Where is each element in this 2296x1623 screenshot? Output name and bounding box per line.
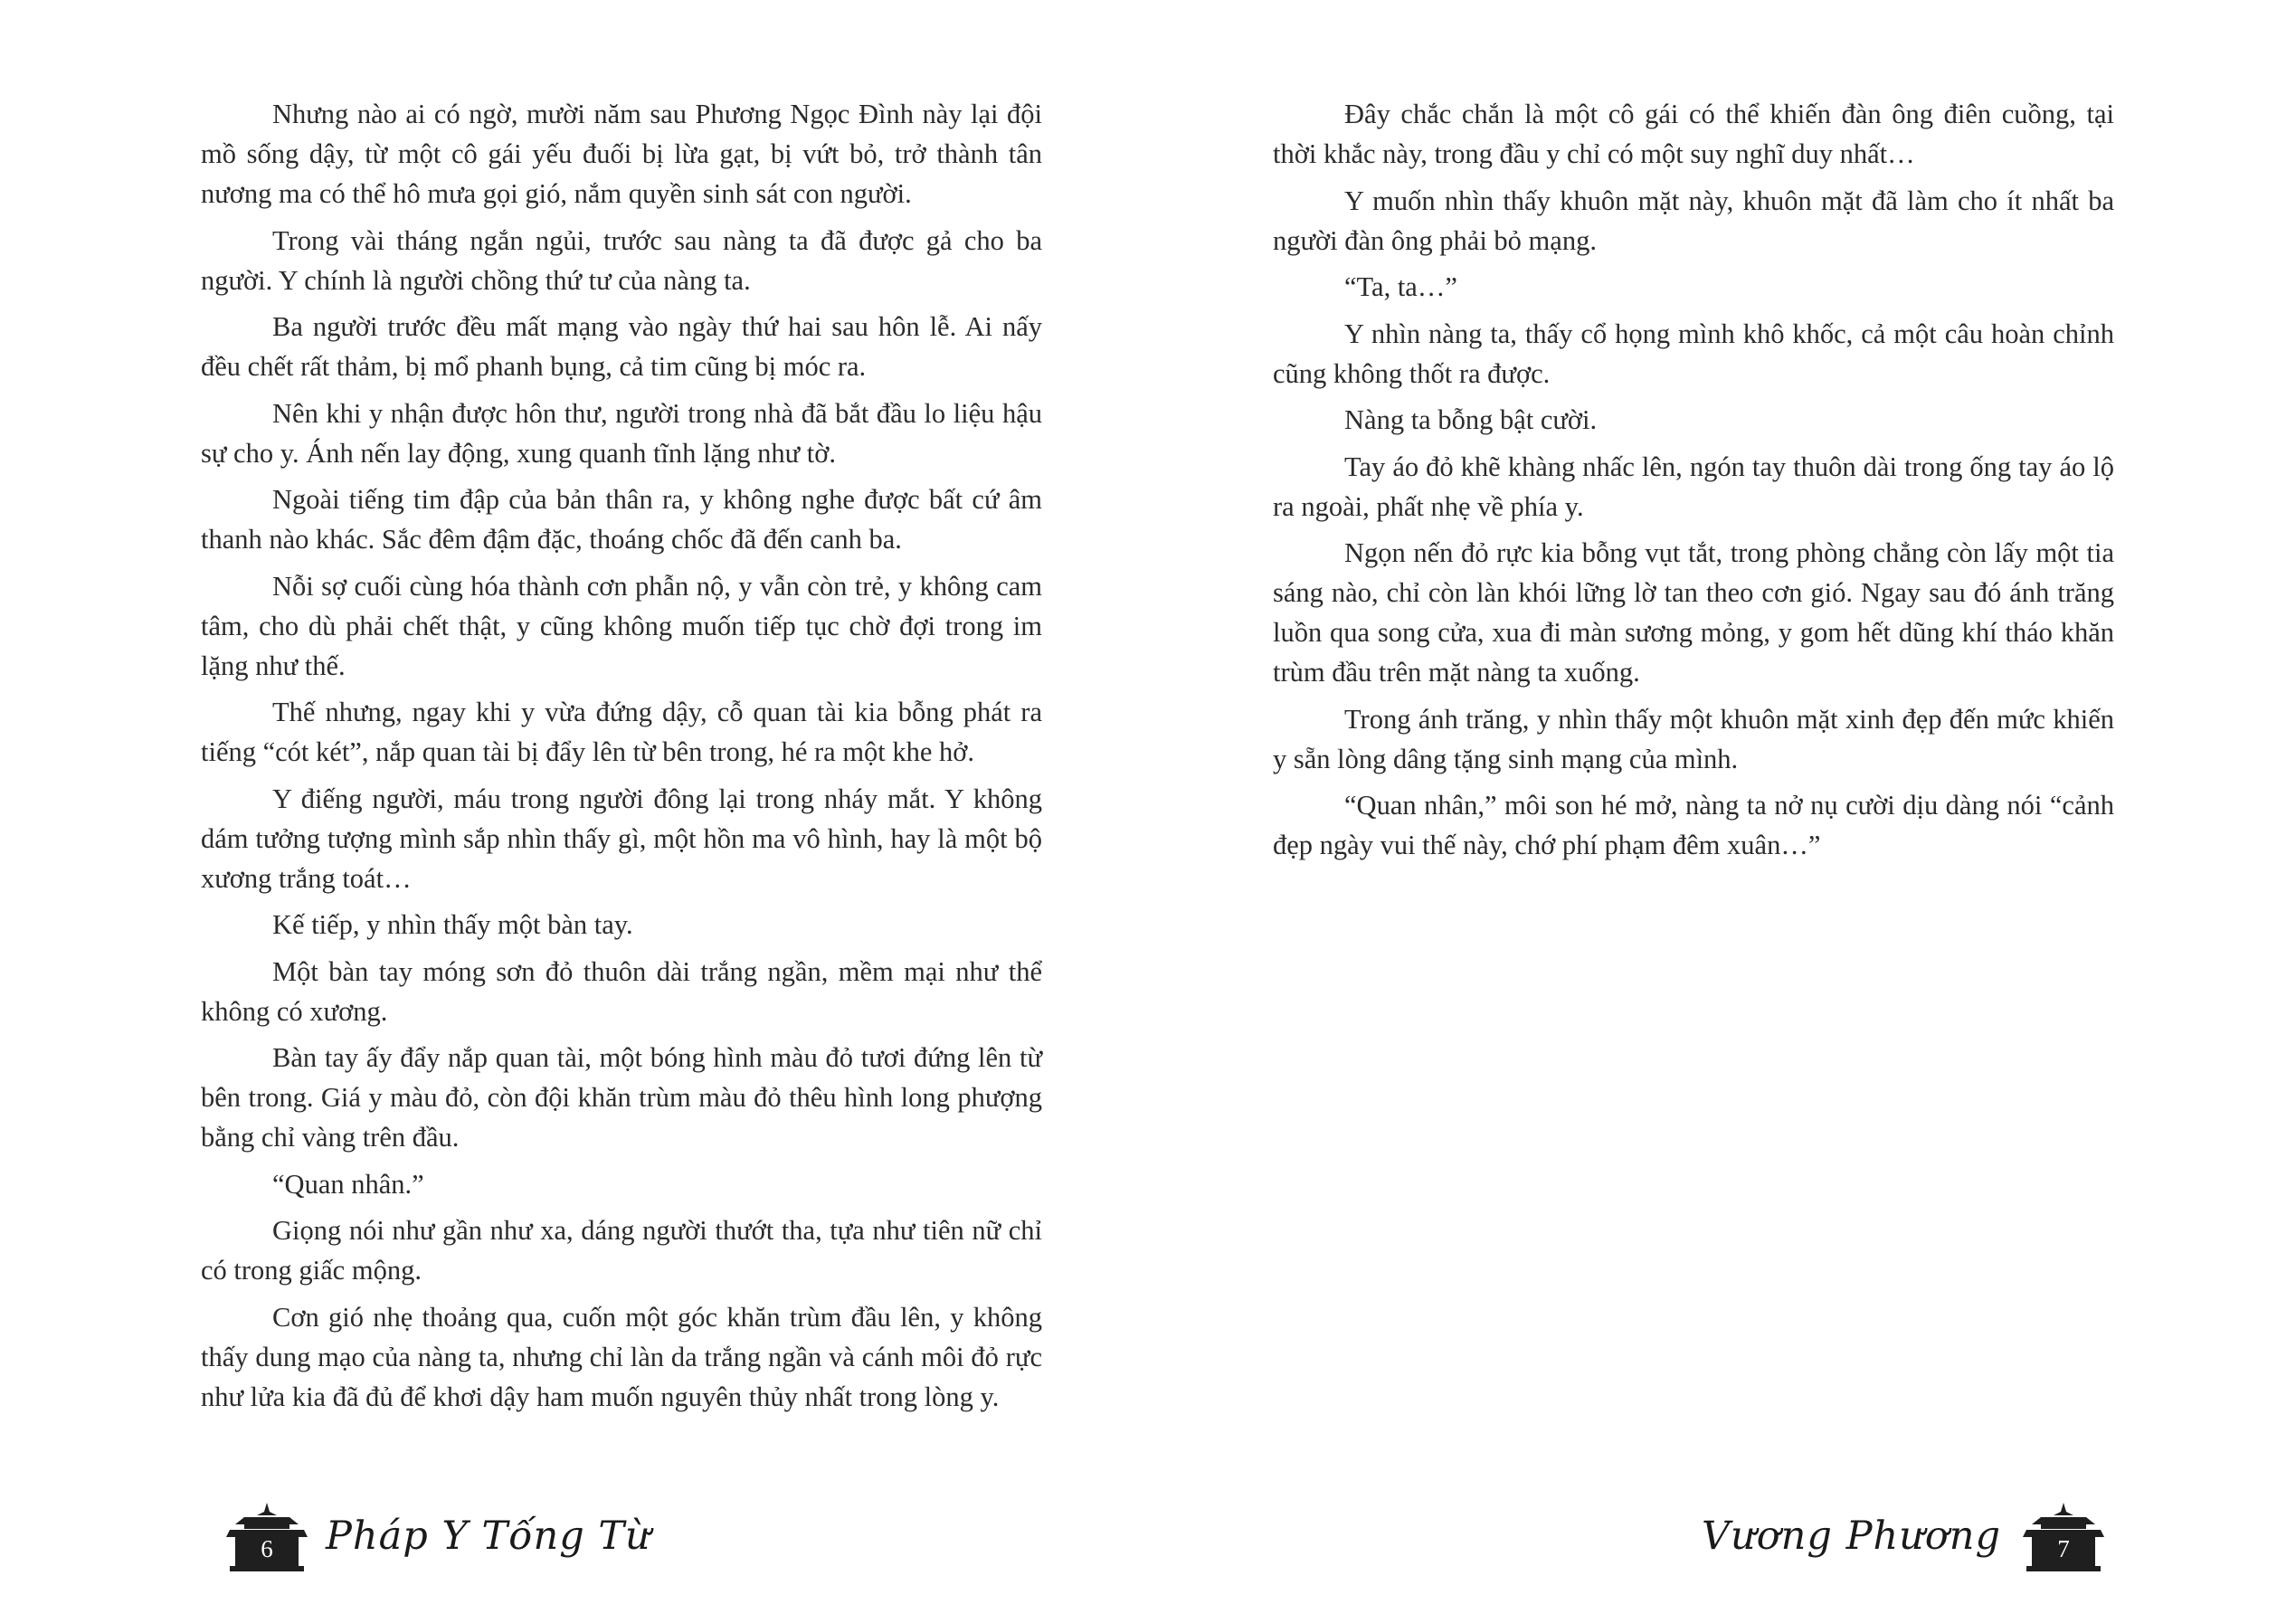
page-number: 6 bbox=[261, 1535, 273, 1562]
paragraph: Đây chắc chắn là một cô gái có thể khiến đàn ông điên cuồng, tại thời khắc này, trong đầu y chỉ có một suy nghĩ duy nhất… bbox=[1273, 99, 2114, 169]
paragraph: Trong ánh trăng, y nhìn thấy một khuôn mặt xinh đẹp đến mức khiến y sẵn lòng dâng tặng sinh mạng của mình. bbox=[1273, 703, 2114, 774]
paragraph: “Quan nhân.” bbox=[272, 1168, 424, 1200]
right-page-footer bbox=[1702, 1500, 2104, 1572]
pagoda-icon bbox=[2023, 1501, 2104, 1571]
paragraph: Ngọn nến đỏ rực kia bỗng vụt tắt, trong phòng chẳng còn lấy một tia sáng nào, chỉ còn làn khói lững lờ tan theo cơn gió. Ngay sau đó ánh trăng luồn qua song cửa, xua đi màn sương mỏng, y gom hết dũng khí tháo khăn trùm đầu trên mặt nàng ta xuống. bbox=[1273, 537, 2114, 688]
paragraph: Thế nhưng, ngay khi y vừa đứng dậy, cỗ quan tài kia bỗng phát ra tiếng “cót két”, nắp quan tài bị đẩy lên từ bên trong, hé ra một khe hở. bbox=[201, 697, 1042, 767]
paragraph: Ngoài tiếng tim đập của bản thân ra, y không nghe được bất cứ âm thanh nào khác. Sắc đêm đậm đặc, thoáng chốc đã đến canh ba. bbox=[201, 484, 1042, 555]
paragraph: “Quan nhân,” môi son hé mở, nàng ta nở nụ cười dịu dàng nói “cảnh đẹp ngày vui thế này, chớ phí phạm đêm xuân…” bbox=[1273, 790, 2114, 860]
paragraph: Nên khi y nhận được hôn thư, người trong nhà đã bắt đầu lo liệu hậu sự cho y. Ánh nến lay động, xung quanh tĩnh lặng như tờ. bbox=[201, 397, 1042, 469]
left-page-text bbox=[201, 94, 1042, 1423]
paragraph: Tay áo đỏ khẽ khàng nhấc lên, ngón tay thuôn dài trong ống tay áo lộ ra ngoài, phất nhẹ về phía y. bbox=[1273, 451, 2114, 522]
right-page-text bbox=[1273, 94, 2114, 872]
left-page-footer bbox=[226, 1500, 651, 1572]
paragraph: Y muốn nhìn thấy khuôn mặt này, khuôn mặt đã làm cho ít nhất ba người đàn ông phải bỏ mạng. bbox=[1273, 185, 2114, 256]
pagoda-icon bbox=[226, 1501, 308, 1571]
paragraph: Nhưng nào ai có ngờ, mười năm sau Phương Ngọc Đình này lại đội mồ sống dậy, từ một cô gái yếu đuối bị lừa gạt, bị vứt bỏ, trở thành tân nương ma có thể hô mưa gọi gió, nắm quyền sinh sát con người. bbox=[201, 99, 1042, 209]
paragraph: “Ta, ta…” bbox=[1344, 271, 1457, 302]
paragraph: Y nhìn nàng ta, thấy cổ họng mình khô khốc, cả một câu hoàn chỉnh cũng không thốt ra được. bbox=[1273, 318, 2114, 389]
paragraph: Y điếng người, máu trong người đông lại trong nháy mắt. Y không dám tưởng tượng mình sắp nhìn thấy gì, một hồn ma vô hình, hay là một bộ xương trắng toát… bbox=[201, 783, 1042, 894]
paragraph: Nỗi sợ cuối cùng hóa thành cơn phẫn nộ, y vẫn còn trẻ, y không cam tâm, cho dù phải chết thật, y cũng không muốn tiếp tục chờ đợi trong im lặng như thế. bbox=[201, 570, 1042, 681]
paragraph: Giọng nói như gần như xa, dáng người thướt tha, tựa như tiên nữ chỉ có trong giấc mộng. bbox=[201, 1215, 1042, 1286]
paragraph: Kế tiếp, y nhìn thấy một bàn tay. bbox=[272, 909, 633, 940]
right-page bbox=[1148, 0, 2296, 1623]
paragraph: Ba người trước đều mất mạng vào ngày thứ hai sau hôn lễ. Ai nấy đều chết rất thảm, bị mổ phanh bụng, cả tim cũng bị móc ra. bbox=[201, 311, 1042, 382]
running-head: Vương Phương bbox=[1702, 1514, 2001, 1559]
paragraph: Bàn tay ấy đẩy nắp quan tài, một bóng hình màu đỏ tươi đứng lên từ bên trong. Giá y màu đỏ, còn đội khăn trùm màu đỏ thêu hình long phượng bằng chỉ vàng trên đầu. bbox=[201, 1042, 1042, 1153]
paragraph: Trong vài tháng ngắn ngủi, trước sau nàng ta đã được gả cho ba người. Y chính là người chồng thứ tư của nàng ta. bbox=[201, 224, 1042, 296]
page-number: 7 bbox=[2057, 1535, 2070, 1562]
paragraph: Một bàn tay móng sơn đỏ thuôn dài trắng ngần, mềm mại như thể không có xương. bbox=[201, 955, 1042, 1027]
paragraph: Nàng ta bỗng bật cười. bbox=[1344, 404, 1598, 435]
running-head: Pháp Y Tống Từ bbox=[326, 1514, 651, 1559]
paragraph: Cơn gió nhẹ thoảng qua, cuốn một góc khăn trùm đầu lên, y không thấy dung mạo của nàng ta, nhưng chỉ làn da trắng ngần và cánh môi đỏ rực như lửa kia đã đủ để khơi dậy ham muốn nguyên thủy nhất trong lòng y. bbox=[201, 1301, 1042, 1412]
